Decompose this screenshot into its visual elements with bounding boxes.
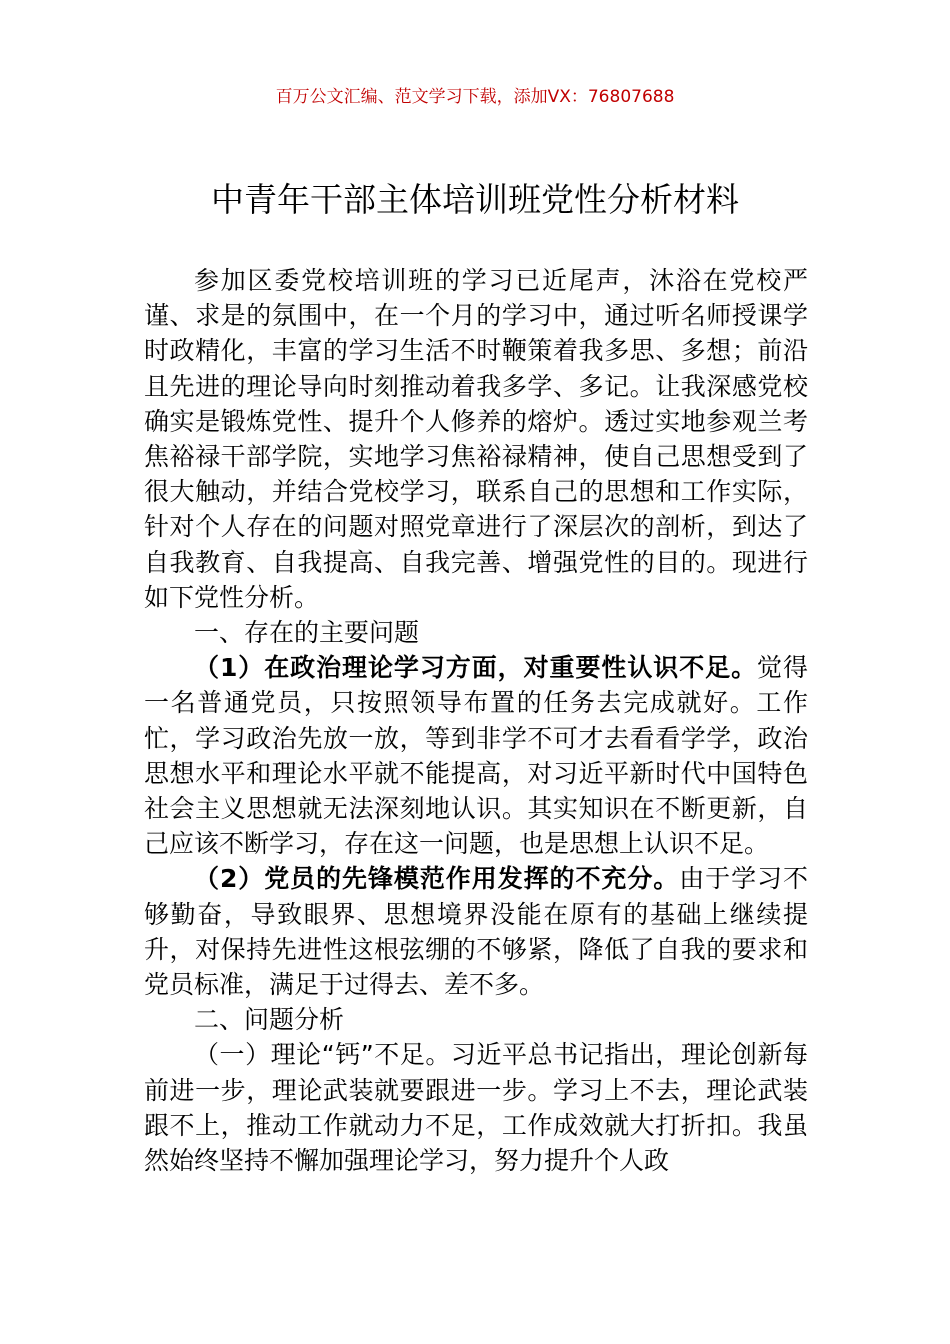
- problem-item-2: [144, 861, 808, 1002]
- problem-item-2-lead: （2）党员的先锋模范作用发挥的不充分。: [194, 864, 680, 894]
- section-heading-problems: 一、存在的主要问题: [194, 618, 420, 648]
- problem-item-1-lead: （1）在政治理论学习方面，对重要性认识不足。: [194, 653, 758, 683]
- analysis-paragraph-1: （一）理论“钙”不足。习近平总书记指出，理论创新每前进一步，理论武装就要跟进一步。学习上不去，理论武装跟不上，推动工作就动力不足，工作成效就大打折扣。我虽然始终坚持不懈加强理论学习，努力提升个人政: [144, 1040, 808, 1176]
- problem-item-2-text: 由于学习不够勤奋，导致眼界、思想境界没能在原有的基础上继续提升，对保持先进性这根弦绷的不够紧，降低了自我的要求和党员标准，满足于过得去、差不多。: [144, 864, 808, 1000]
- problem-item-1: [144, 650, 808, 861]
- problem-item-1-text: 觉得一名普通党员，只按照领导布置的任务去完成就好。工作忙，学习政治先放一放，等到非学不可才去看看学学，政治思想水平和理论水平就不能提高，对习近平新时代中国特色社会主义思想就无法深刻地认识。其实知识在不断更新，自己应该不断学习，存在这一问题，也是思想上认识不足。: [144, 653, 808, 859]
- document-body: [144, 263, 808, 1178]
- document-title: 中青年干部主体培训班党性分析材料: [211, 180, 739, 219]
- section-heading-analysis: 二、问题分析: [194, 1005, 345, 1035]
- intro-paragraph: 参加区委党校培训班的学习已近尾声，沐浴在党校严谨、求是的氛围中，在一个月的学习中，通过听名师授课学时政精化，丰富的学习生活不时鞭策着我多思、多想；前沿且先进的理论导向时刻推动着我多学、多记。让我深感党校确实是锻炼党性、提升个人修养的熔炉。透过实地参观兰考焦裕禄干部学院，实地学习焦裕禄精神，使自己思想受到了很大触动，并结合党校学习，联系自己的思想和工作实际，针对个人存在的问题对照党章进行了深层次的剖析，到达了自我教育、自我提高、自我完善、增强党性的目的。现进行如下党性分析。: [144, 266, 808, 612]
- header-note: 百万公文汇编、范文学习下载，添加VX：76807688: [275, 87, 675, 107]
